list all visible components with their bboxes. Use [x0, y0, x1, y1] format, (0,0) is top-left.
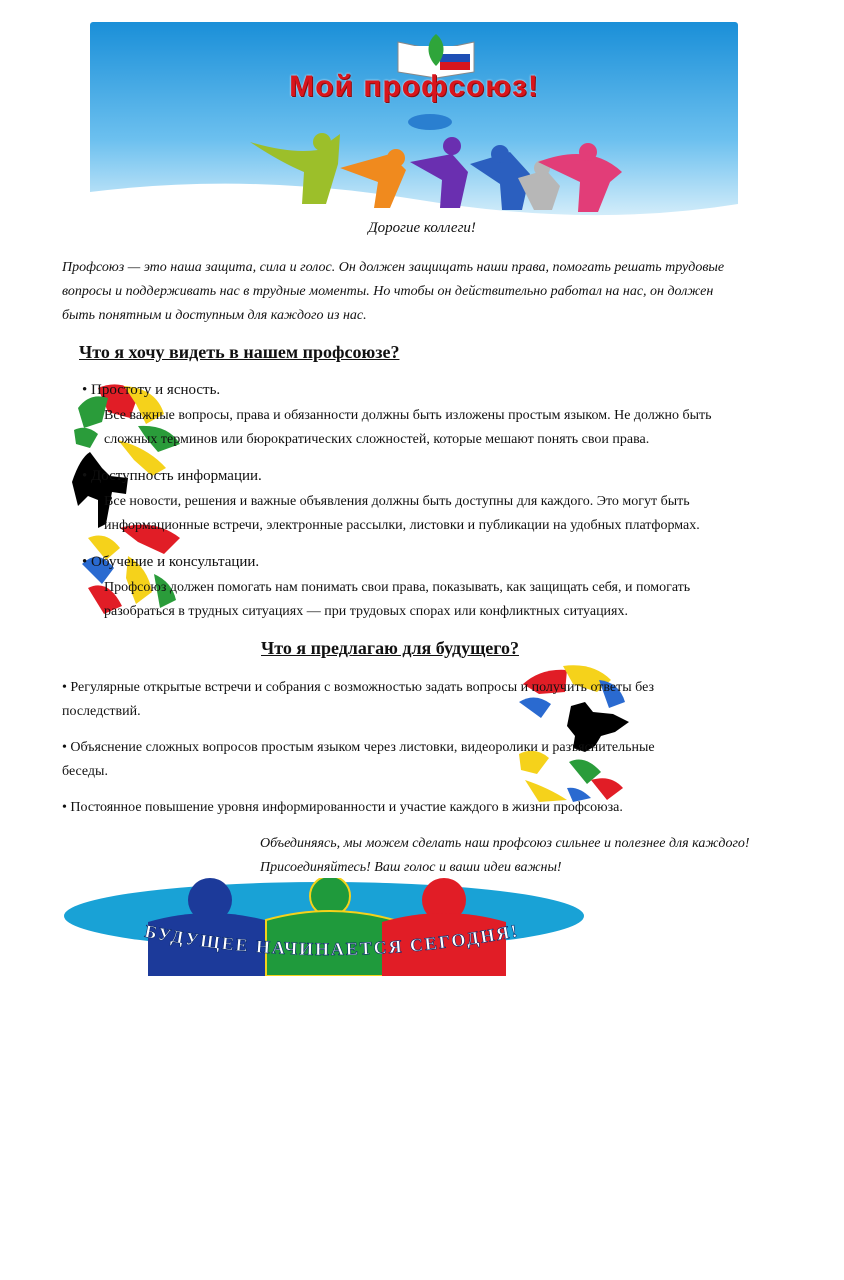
intro-line: быть понятным и доступным для каждого из нас.: [62, 308, 367, 323]
greeting: Дорогие коллеги!: [368, 220, 476, 236]
list-item: • Простоту и ясность.: [82, 382, 221, 398]
list-item-title: Простоту и ясность.: [91, 382, 221, 398]
list-item-body: [104, 490, 794, 538]
list-item-line: Регулярные открытые встречи и собрания с возможностью задать вопросы и получить ответы без: [70, 680, 654, 695]
list-item-title: Обучение и консультации.: [91, 554, 260, 570]
list-item-line: информационные встречи, электронные рассылки, листовки и публикации на удобных платформах.: [104, 518, 700, 533]
section1-heading: Что я хочу видеть в нашем профсоюзе?: [79, 342, 400, 362]
closing-line: Присоединяйтесь! Ваш голос и ваши идеи важны!: [260, 860, 562, 875]
list-item-line: разобраться в трудных ситуациях — при трудовых спорах или конфликтных ситуациях.: [104, 604, 628, 619]
list-item-line: беседы.: [62, 764, 108, 779]
intro-paragraph: [62, 256, 784, 328]
footer-banner-image: [62, 878, 592, 976]
list-item-body: [104, 404, 794, 452]
intro-line: Профсоюз — это наша защита, сила и голос. Он должен защищать наши права, помогать решать трудовые: [62, 260, 725, 275]
list-item-line: Профсоюз должен помогать нам понимать свои права, показывать, как защищать себя, и помогать: [104, 580, 691, 595]
list-item: • Доступность информации.: [82, 468, 262, 484]
list-item: • Объяснение сложных вопросов простым языком через листовки, видеоролики и разъяснительные беседы.: [62, 736, 762, 784]
list-item: • Постоянное повышение уровня информированности и участие каждого в жизни профсоюза.: [62, 800, 623, 815]
list-item-line: Объяснение сложных вопросов простым языком через листовки, видеоролики и разъяснительные: [70, 740, 655, 755]
closing-text: [260, 832, 820, 880]
list-item-line: Постоянное повышение уровня информированности и участие каждого в жизни профсоюза.: [70, 800, 623, 815]
list-item-line: Все новости, решения и важные объявления должны быть доступны для каждого. Это могут быть: [104, 494, 690, 509]
closing-line: Объединяясь, мы можем сделать наш профсоюз сильнее и полезнее для каждого!: [260, 836, 750, 851]
list-item-line: сложных терминов или бюрократических сложностей, которые мешают понять свои права.: [104, 432, 650, 447]
banner-title: Мой профсоюз!: [289, 70, 539, 103]
header-banner-image: [90, 22, 738, 218]
section2-heading: Что я предлагаю для будущего?: [261, 638, 519, 658]
list-item: • Регулярные открытые встречи и собрания с возможностью задать вопросы и получить ответы без последствий.: [62, 676, 762, 724]
list-item: • Обучение и консультации.: [82, 554, 260, 570]
list-item-body: [104, 576, 794, 624]
list-item-line: последствий.: [62, 704, 141, 719]
footer-banner-text: БУДУЩЕЕ НАЧИНАЕТСЯ СЕГОДНЯ!: [143, 920, 521, 960]
list-item-line: Все важные вопросы, права и обязанности должны быть изложены простым языком. Не должно быть: [104, 408, 712, 423]
intro-line: вопросы и поддерживать нас в трудные моменты. Но чтобы он действительно работал на нас, он должен: [62, 284, 714, 299]
list-item-title: Доступность информации.: [91, 468, 262, 484]
